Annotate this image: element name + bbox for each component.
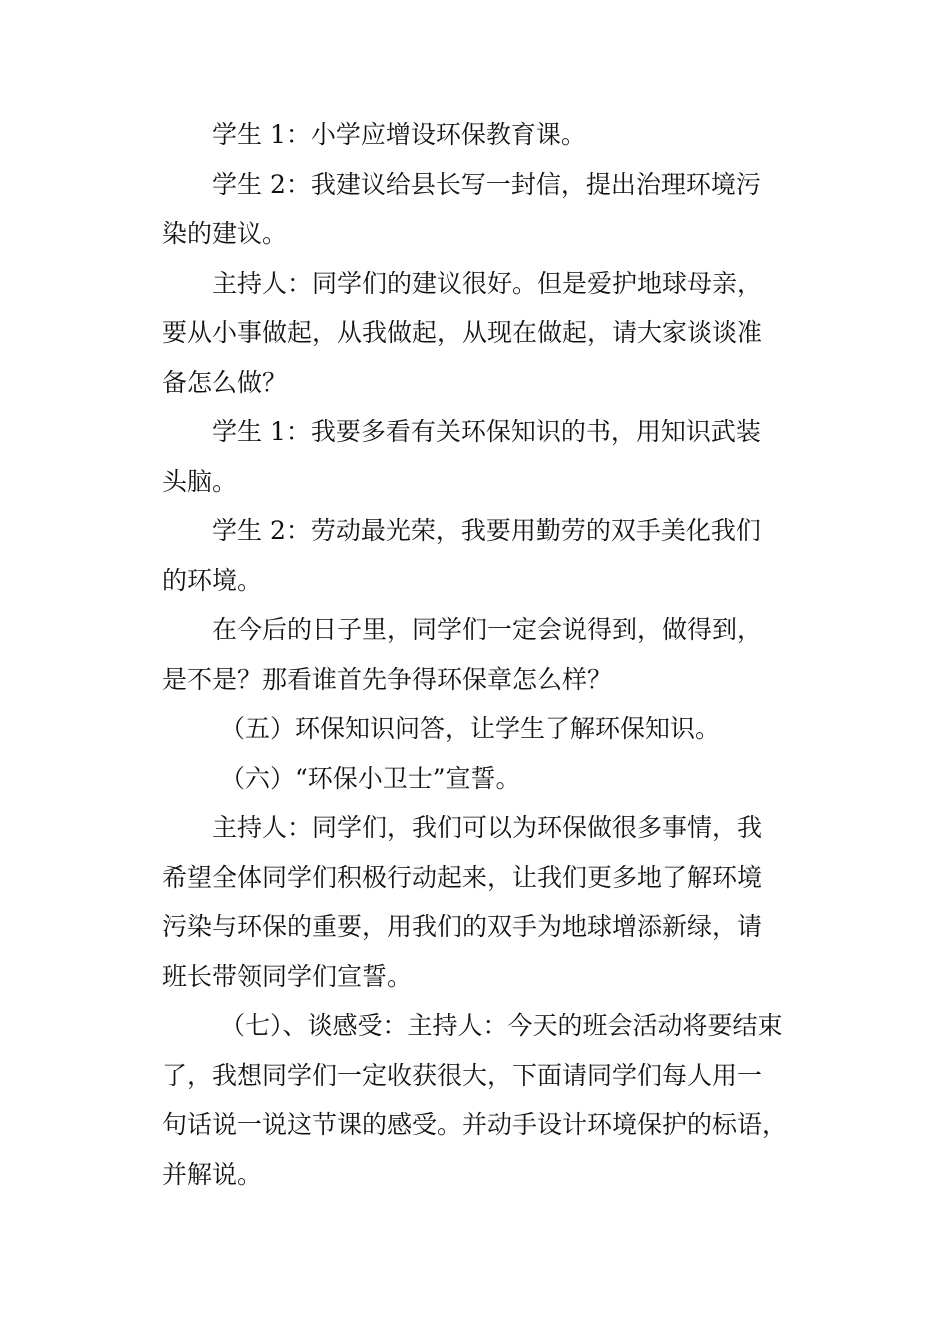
text-line: 头脑。 (162, 466, 238, 496)
text-line: 班长带领同学们宣誓。 (162, 961, 413, 991)
document-body (162, 110, 812, 1199)
text-line: 染的建议。 (162, 219, 288, 248)
text-line: 了，我想同学们一定收获很大，下面请同学们每人用一 (162, 1060, 763, 1090)
text-line: 并解说。 (162, 1159, 263, 1189)
text-line: 的环境。 (162, 565, 263, 595)
text-line: 要从小事做起，从我做起，从现在做起，请大家谈谈准 (162, 318, 763, 347)
text-line: 备怎么做？ (162, 367, 288, 397)
text-line: 是不是？那看谁首先争得环保章怎么样？ (162, 664, 613, 694)
text-line: 学生 1：我要多看有关环保知识的书，用知识武装 (212, 417, 761, 446)
text-line: 主持人：同学们的建议很好。但是爱护地球母亲， (212, 268, 763, 298)
text-line: 希望全体同学们积极行动起来，让我们更多地了解环境 (162, 862, 763, 892)
text-line: 学生 1：小学应增设环保教育课。 (212, 120, 586, 149)
text-line: 学生 2：我建议给县长写一封信，提出治理环境污 (212, 169, 761, 199)
text-line: 主持人：同学们，我们可以为环保做很多事情，我 (212, 813, 763, 842)
text-line: 污染与环保的重要，用我们的双手为地球增添新绿，请 (162, 912, 763, 941)
text-line: 句话说一说这节课的感受。并动手设计环境保护的标语， (162, 1110, 788, 1139)
text-line: 在今后的日子里，同学们一定会说得到，做得到， (212, 615, 763, 644)
section-heading: （七）、谈感受：主持人：今天的班会活动将要结束 (220, 1011, 783, 1040)
section-heading: （五）环保知识问答，让学生了解环保知识。 (220, 714, 721, 743)
text-line: 学生 2：劳动最光荣，我要用勤劳的双手美化我们 (212, 516, 761, 545)
section-heading: （六）“环保小卫士”宣誓。 (220, 763, 521, 793)
